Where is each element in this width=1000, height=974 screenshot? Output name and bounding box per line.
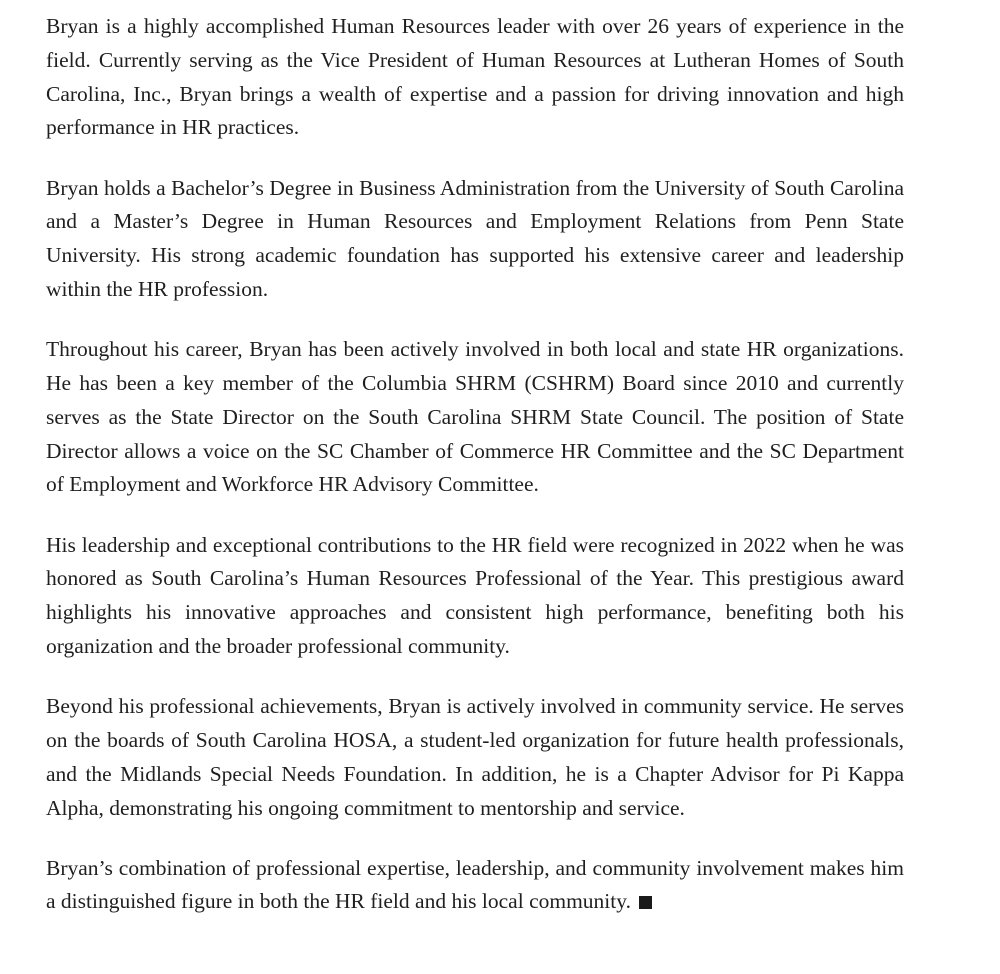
paragraph-hr-organizations: Throughout his career, Bryan has been actively involved in both local and state HR organizations. He has been a key member of the Columbia SHRM (CSHRM) Board since 2010 and currently serves as the State Director on the South Carolina SHRM State Council. The position of State Director allows a voice on the SC Chamber of Commerce HR Committee and the SC Department of Employment and Workforce HR Advisory Committee. bbox=[46, 337, 904, 497]
paragraph-intro: Bryan is a highly accomplished Human Resources leader with over 26 years of experience in the field. Currently serving as the Vice President of Human Resources at Lutheran Homes of South Carolina, Inc., Bryan brings a wealth of expertise and a passion for driving innovation and high performance in HR practices. bbox=[46, 14, 904, 140]
paragraph-conclusion-text: Bryan’s combination of professional expertise, leadership, and community involvement makes him a distinguished figure in both the HR field and his local community. bbox=[46, 855, 904, 914]
paragraph-award: His leadership and exceptional contributions to the HR field were recognized in 2022 when he was honored as South Carolina’s Human Resources Professional of the Year. This prestigious award highlights his innovative approaches and consistent high performance, benefiting both his organization and the broader professional community. bbox=[46, 532, 904, 658]
paragraph-community-service: Beyond his professional achievements, Bryan is actively involved in community service. He serves on the boards of South Carolina HOSA, a student-led organization for future health professionals, and the Midlands Special Needs Foundation. In addition, he is a Chapter Advisor for Pi Kappa Alpha, demonstrating his ongoing commitment to mentorship and service. bbox=[46, 694, 904, 820]
end-of-article-square-icon bbox=[639, 896, 652, 909]
article-body bbox=[46, 10, 904, 946]
paragraph-conclusion bbox=[46, 852, 904, 920]
paragraph-education: Bryan holds a Bachelor’s Degree in Business Administration from the University of South Carolina and a Master’s Degree in Human Resources and Employment Relations from Penn State University. His strong academic foundation has supported his extensive career and leadership within the HR profession. bbox=[46, 175, 904, 301]
